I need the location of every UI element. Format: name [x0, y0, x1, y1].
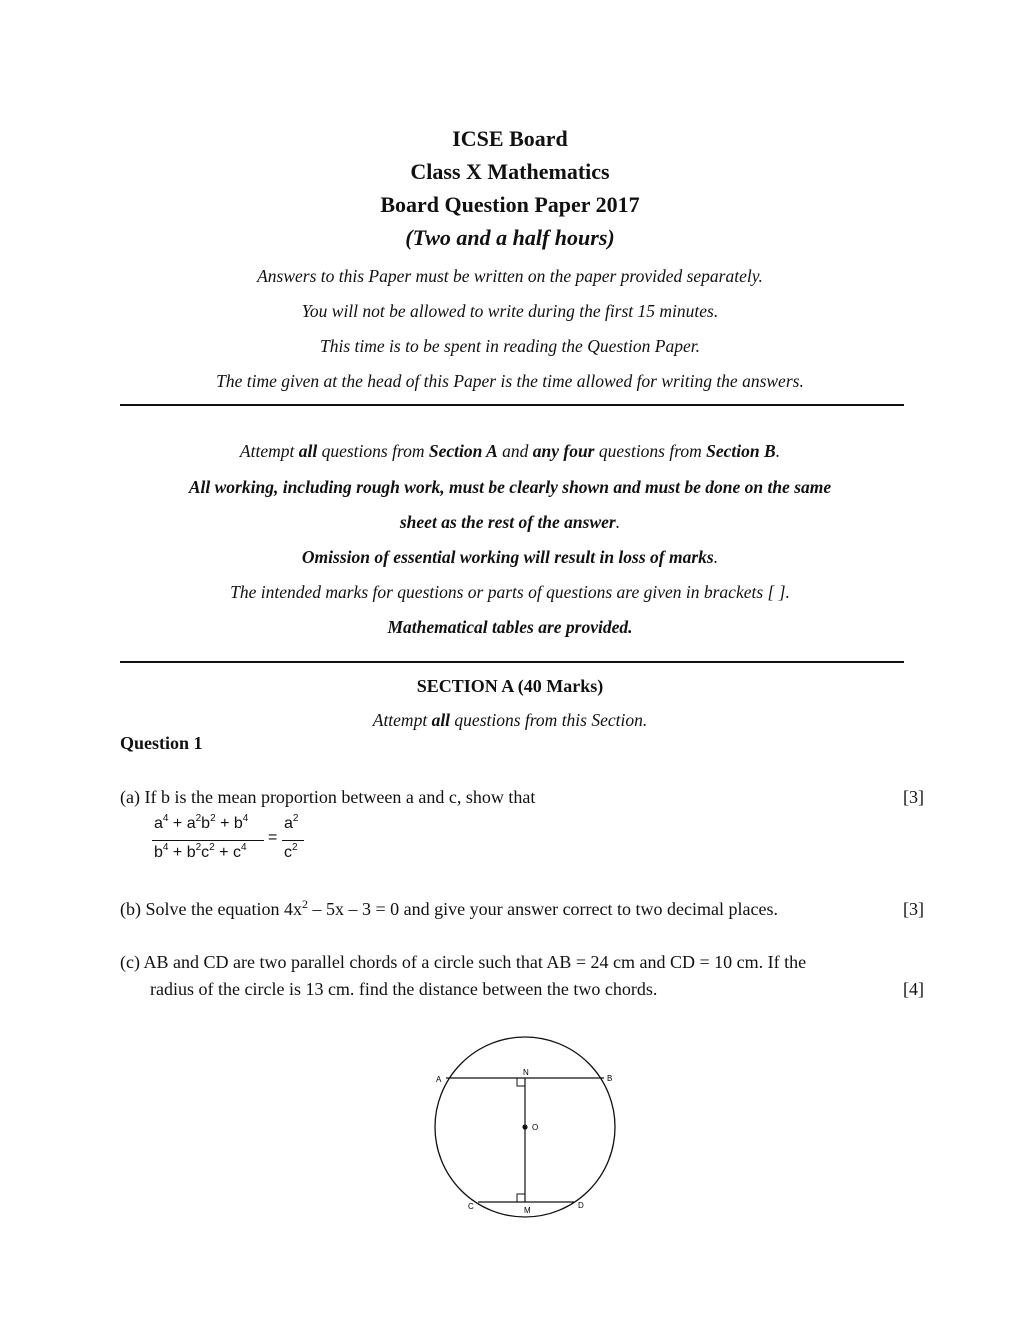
q1c-marks: [4] — [903, 979, 924, 999]
marks-note: The intended marks for questions or parts of questions are given in brackets [ ]. — [230, 582, 790, 602]
attempt-section-b: Section B — [706, 441, 776, 461]
tables-note: Mathematical tables are provided. — [387, 617, 633, 637]
label-m: M — [524, 1206, 531, 1215]
equals-sign: = — [268, 829, 278, 846]
working-instruction-1: All working, including rough work, must be clearly shown and must be done on the same — [188, 477, 832, 497]
attempt-instruction — [0, 441, 1020, 462]
label-n: N — [523, 1068, 529, 1077]
section-a-attempt-2: questions from this Section. — [450, 710, 648, 730]
q1c-line-2: radius of the circle is 13 cm. find the distance between the two chords. — [150, 979, 658, 999]
q1a-marks: [3] — [903, 787, 924, 807]
duration: (Two and a half hours) — [405, 225, 615, 250]
label-a: A — [436, 1075, 442, 1084]
label-c: C — [468, 1202, 474, 1211]
right-fraction-bar — [282, 840, 304, 841]
section-a-attempt-all: all — [431, 710, 451, 730]
working-instruction-2-end: . — [615, 512, 621, 532]
left-denominator: $b^4 + b^2c^2 + c^4$ — [154, 842, 247, 861]
question-1-heading: Question 1 — [120, 733, 203, 753]
q1b-text — [120, 899, 778, 920]
q1b-text-2: – 5x – 3 = 0 and give your answer correct to two decimal places. — [307, 899, 778, 919]
divider-top — [120, 404, 904, 406]
q1a-text: (a) If b is the mean proportion between a and c, show that — [120, 787, 536, 807]
label-b: B — [607, 1074, 613, 1083]
working-instruction-2 — [0, 512, 1020, 533]
q1b-superscript: 2 — [301, 897, 308, 911]
working-instruction-2-text: sheet as the rest of the answer — [399, 512, 616, 532]
circle-chords-figure — [425, 1030, 625, 1225]
attempt-text-5: . — [775, 441, 781, 461]
left-fraction-bar — [152, 840, 264, 841]
right-angle-m — [517, 1194, 525, 1202]
omission-instruction — [0, 547, 1020, 568]
omission-text: Omission of essential working will result in loss of marks — [301, 547, 714, 567]
section-a-attempt — [0, 710, 1020, 731]
right-numerator: $a^2$ — [284, 813, 299, 832]
section-a-title: SECTION A (40 Marks) — [416, 676, 604, 696]
instruction-line-4: The time given at the head of this Paper is the time allowed for writing the answers. — [216, 371, 804, 391]
q1a-equation — [152, 815, 332, 869]
attempt-any-four: any four — [532, 441, 595, 461]
section-a-attempt-1: Attempt — [372, 710, 432, 730]
attempt-text-3: and — [497, 441, 533, 461]
class-subject-title: Class X Mathematics — [410, 159, 610, 184]
board-title: ICSE Board — [452, 126, 568, 151]
attempt-all: all — [298, 441, 318, 461]
attempt-text-1: Attempt — [239, 441, 299, 461]
attempt-text-2: questions from — [317, 441, 429, 461]
attempt-section-a: Section A — [428, 441, 498, 461]
right-angle-n — [517, 1078, 525, 1086]
instruction-line-3: This time is to be spent in reading the Question Paper. — [320, 336, 700, 356]
omission-end: . — [713, 547, 719, 567]
attempt-text-4: questions from — [594, 441, 707, 461]
center-point — [522, 1124, 527, 1129]
paper-title: Board Question Paper 2017 — [380, 192, 640, 217]
instruction-line-1: Answers to this Paper must be written on the paper provided separately. — [257, 266, 763, 286]
q1b-marks: [3] — [903, 899, 924, 919]
q1c-line-1: (c) AB and CD are two parallel chords of a circle such that AB = 24 cm and CD = 10 cm. If the — [120, 952, 807, 972]
right-denominator: $c^2$ — [284, 842, 298, 861]
q1b-text-1: (b) Solve the equation 4x — [120, 899, 302, 919]
label-o: O — [532, 1123, 539, 1132]
instruction-line-2: You will not be allowed to write during the first 15 minutes. — [301, 301, 719, 321]
divider-middle — [120, 661, 904, 663]
left-numerator: $a^4 + a^2b^2 + b^4$ — [154, 813, 249, 832]
label-d: D — [578, 1201, 584, 1210]
